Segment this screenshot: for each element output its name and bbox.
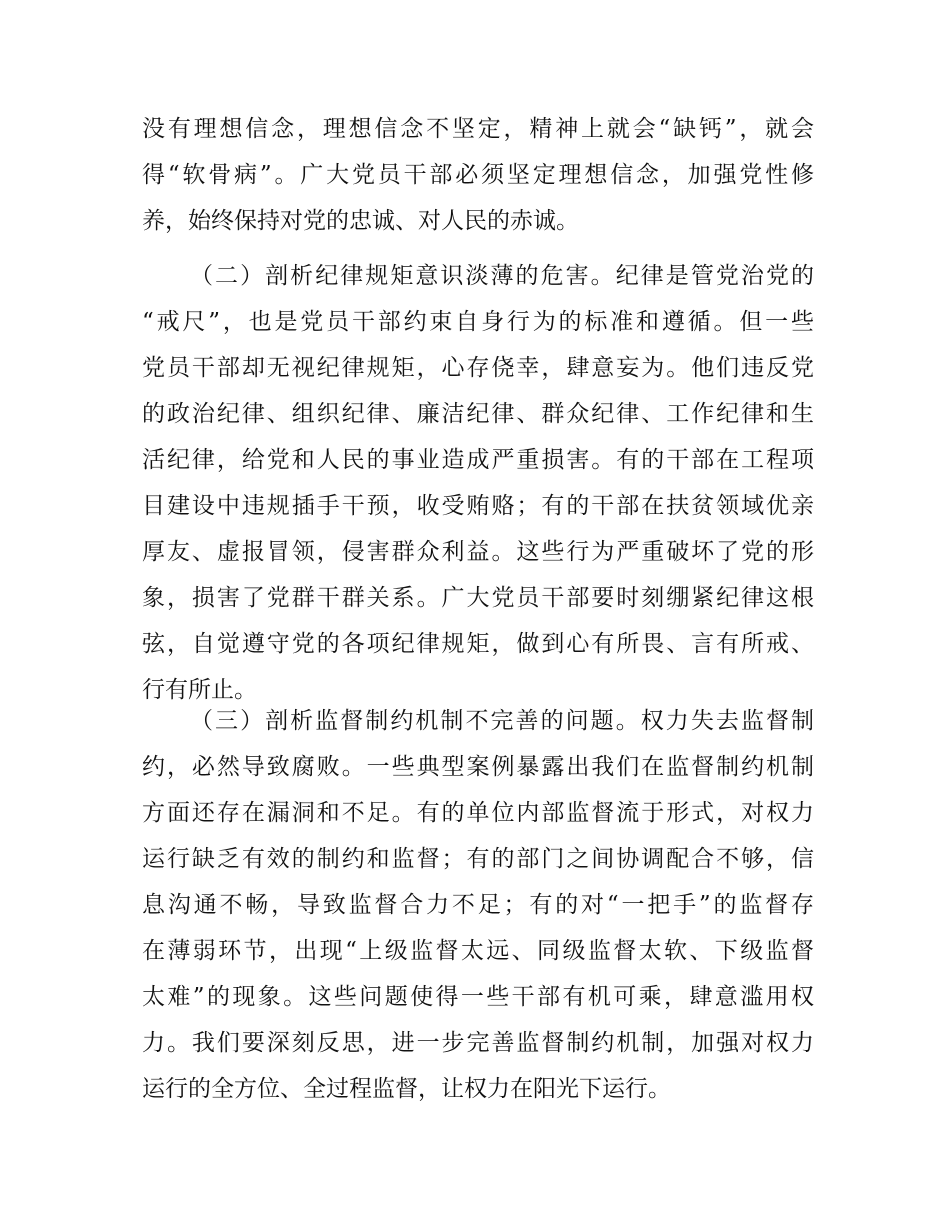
paragraph-line: 约，必然导致腐败。一些典型案例暴露出我们在监督制约机制: [142, 754, 814, 780]
paragraph-line: 方面还存在漏洞和不足。有的单位内部监督流于形式，对权力: [142, 800, 814, 826]
paragraph-line: （二）剖析纪律规矩意识淡薄的危害。纪律是管党治党的: [190, 263, 814, 289]
paragraph-line: 厚友、虚报冒领，侵害群众利益。这些行为严重破坏了党的形: [142, 539, 814, 565]
paragraph-line: 的政治纪律、组织纪律、廉洁纪律、群众纪律、工作纪律和生: [142, 401, 814, 427]
paragraph-ideals: [142, 106, 814, 244]
paragraph-line: （三）剖析监督制约机制不完善的问题。权力失去监督制: [190, 708, 814, 734]
paragraph-line: 养，始终保持对党的忠诚、对人民的赤诚。: [142, 208, 579, 234]
paragraph-line: 行有所止。: [142, 677, 257, 703]
paragraph-line: 目建设中违规插手干预，收受贿赂；有的干部在扶贫领域优亲: [142, 493, 814, 519]
paragraph-line: 弦，自觉遵守党的各项纪律规矩，做到心有所畏、言有所戒、: [142, 631, 814, 657]
paragraph-line: 太难”的现象。这些问题使得一些干部有机可乘，肆意滥用权: [142, 984, 814, 1010]
paragraph-line: 没有理想信念，理想信念不坚定，精神上就会“缺钙”，就会: [142, 116, 814, 142]
paragraph-discipline: [142, 253, 814, 713]
paragraph-line: 运行缺乏有效的制约和监督；有的部门之间协调配合不够，信: [142, 846, 814, 872]
paragraph-supervision: [142, 698, 814, 1112]
paragraph-line: 得“软骨病”。广大党员干部必须坚定理想信念，加强党性修: [142, 162, 814, 188]
paragraph-line: 息沟通不畅，导致监督合力不足；有的对“一把手”的监督存: [142, 892, 814, 918]
paragraph-line: 在薄弱环节，出现“上级监督太远、同级监督太软、下级监督: [142, 938, 814, 964]
paragraph-line: “戒尺”，也是党员干部约束自身行为的标准和遵循。但一些: [142, 309, 814, 335]
paragraph-line: 运行的全方位、全过程监督，让权力在阳光下运行。: [142, 1076, 671, 1102]
paragraph-line: 活纪律，给党和人民的事业造成严重损害。有的干部在工程项: [142, 447, 814, 473]
paragraph-line: 党员干部却无视纪律规矩，心存侥幸，肆意妄为。他们违反党: [142, 355, 814, 381]
paragraph-line: 象，损害了党群干群关系。广大党员干部要时刻绷紧纪律这根: [142, 585, 814, 611]
paragraph-line: 力。我们要深刻反思，进一步完善监督制约机制，加强对权力: [142, 1030, 814, 1056]
